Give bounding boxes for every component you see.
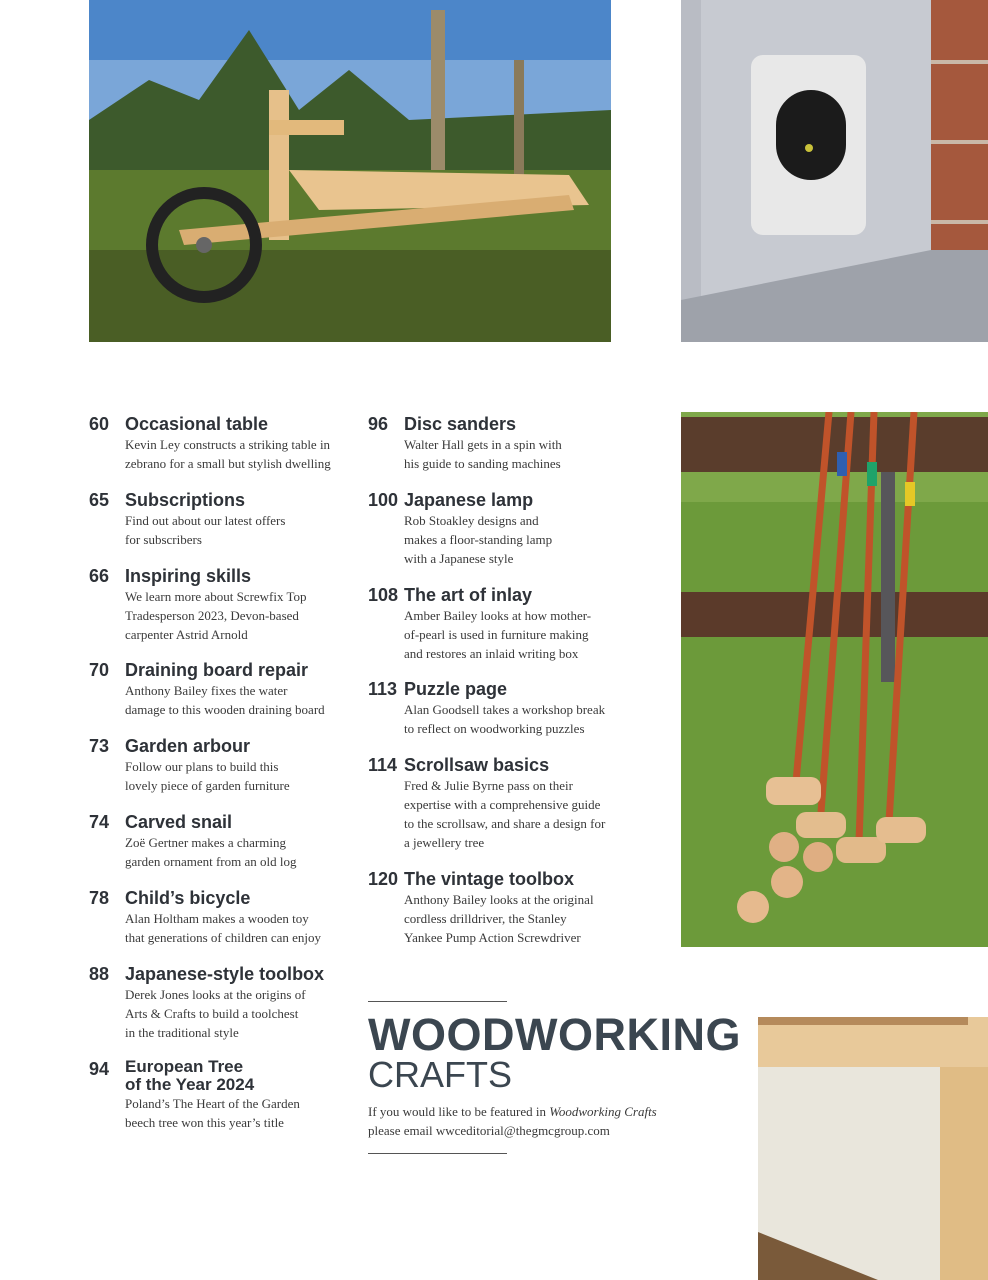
contents-entry[interactable]	[368, 754, 658, 868]
divider-top	[368, 1001, 507, 1002]
contents-entry[interactable]	[368, 868, 658, 947]
article-title: The art of inlay	[404, 585, 533, 605]
article-description: Alan Holtham makes a wooden toy that generations of children can enjoy	[125, 911, 322, 945]
contents-entry[interactable]	[89, 963, 359, 1058]
page-number: 60	[89, 414, 110, 434]
contents-entry[interactable]	[89, 1058, 359, 1132]
page-number: 94	[89, 1059, 110, 1079]
page-number: 66	[89, 566, 110, 586]
contents-entry[interactable]	[368, 678, 658, 754]
article-description: Find out about our latest offers for subscribers	[125, 513, 286, 547]
article-title: Japanese lamp	[404, 490, 534, 510]
article-description: Anthony Bailey fixes the water damage to this wooden draining board	[125, 683, 325, 717]
article-title-line2: of the Year 2024	[125, 1075, 255, 1094]
contents-entry[interactable]	[89, 565, 359, 659]
photo-cat-flap	[681, 0, 988, 342]
article-title: Carved snail	[125, 812, 233, 832]
article-description: Walter Hall gets in a spin with his guide to sanding machines	[404, 437, 562, 471]
contents-entry[interactable]	[89, 413, 359, 489]
photo-croquet-mallets	[681, 412, 988, 947]
article-description: Rob Stoakley designs and makes a floor-standing lamp with a Japanese style	[404, 513, 553, 566]
article-description: Alan Goodsell takes a workshop break to reflect on woodworking puzzles	[404, 702, 606, 736]
page-number: 70	[89, 660, 110, 680]
page-number: 65	[89, 490, 110, 510]
page-number: 113	[368, 679, 398, 699]
contents-entry[interactable]	[368, 489, 658, 584]
page-number: 78	[89, 888, 110, 908]
article-description: Anthony Bailey looks at the original cordless drilldriver, the Stanley Yankee Pump Action Screwdriver	[404, 892, 594, 945]
contents-entry[interactable]	[89, 811, 359, 887]
contents-right-column	[368, 413, 658, 947]
article-description: Poland’s The Heart of the Garden beech tree won this year’s title	[125, 1096, 300, 1130]
masthead-title: WOODWORKING	[368, 1009, 741, 1060]
contact-text	[368, 1102, 657, 1140]
article-title: The vintage toolbox	[404, 869, 575, 889]
page-number: 100	[368, 490, 399, 510]
contact-email-line: please email wwceditorial@thegmcgroup.com	[368, 1123, 610, 1138]
contents-entry[interactable]	[89, 735, 359, 811]
contents-entry[interactable]	[368, 413, 658, 489]
article-description: Zoë Gertner makes a charming garden ornament from an old log	[125, 835, 297, 869]
divider-bottom	[368, 1153, 507, 1154]
article-title: Puzzle page	[404, 679, 508, 699]
article-title-line1: European Tree	[125, 1057, 244, 1076]
article-title: Inspiring skills	[125, 566, 252, 586]
magazine-name: Woodworking Crafts	[549, 1104, 657, 1119]
article-description: We learn more about Screwfix Top Tradesperson 2023, Devon-based carpenter Astrid Arnold	[125, 589, 307, 642]
contents-entry[interactable]	[89, 887, 359, 963]
masthead-subtitle: CRAFTS	[368, 1054, 512, 1095]
article-title: Japanese-style toolbox	[125, 964, 325, 984]
photo-wooden-trike	[89, 0, 611, 342]
page-number: 88	[89, 964, 110, 984]
contact-prefix: If you would like to be featured in	[368, 1104, 550, 1119]
article-description: Kevin Ley constructs a striking table in zebrano for a small but stylish dwelling	[125, 437, 331, 471]
article-title: Garden arbour	[125, 736, 251, 756]
article-title: Scrollsaw basics	[404, 755, 550, 775]
contents-entry[interactable]	[89, 489, 359, 565]
photo-maple-frame	[758, 1017, 988, 1280]
contents-entry[interactable]	[89, 659, 359, 735]
article-description: Derek Jones looks at the origins of Arts & Crafts to build a toolchest in the traditional style	[125, 987, 306, 1040]
article-title: Child’s bicycle	[125, 888, 251, 908]
page-number: 73	[89, 736, 110, 756]
page-number: 114	[368, 755, 398, 775]
article-description: Follow our plans to build this lovely piece of garden furniture	[125, 759, 290, 793]
article-title: Subscriptions	[125, 490, 246, 510]
contents-left-column	[89, 413, 359, 1132]
contents-entry[interactable]	[368, 584, 658, 678]
page-number: 74	[89, 812, 110, 832]
article-title: Draining board repair	[125, 660, 309, 680]
page-number: 120	[368, 869, 399, 889]
article-description: Amber Bailey looks at how mother- of-pearl is used in furniture making and restores an inlaid writing box	[404, 608, 592, 661]
article-description: Fred & Julie Byrne pass on their expertise with a comprehensive guide to the scrollsaw, and share a design for a jewellery tree	[404, 778, 606, 850]
article-title: Occasional table	[125, 414, 269, 434]
article-title: Disc sanders	[404, 414, 517, 434]
page-number: 96	[368, 414, 389, 434]
page-number: 108	[368, 585, 399, 605]
